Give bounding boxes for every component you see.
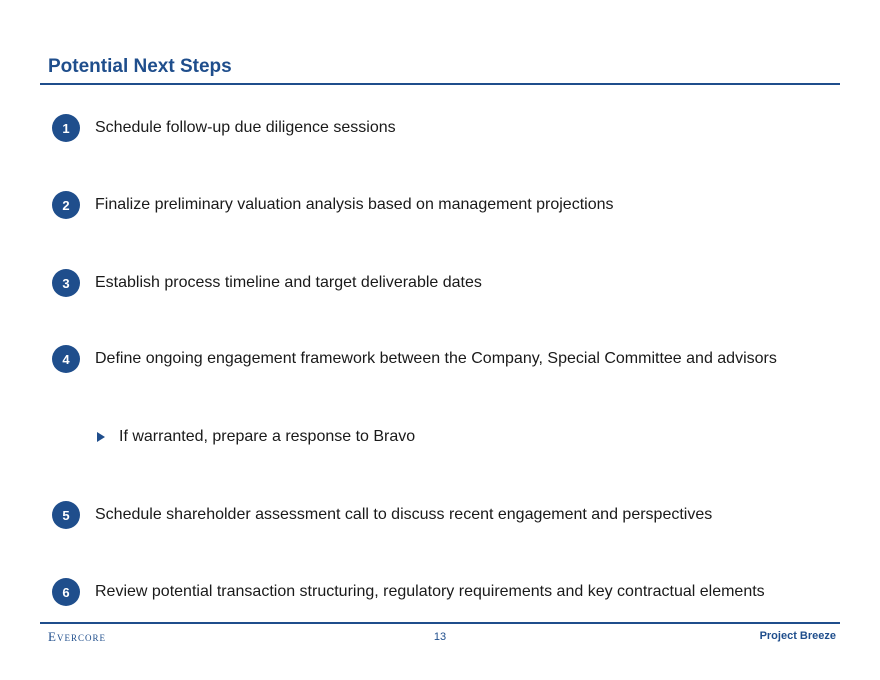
title-divider: [40, 83, 840, 85]
evercore-logo: Evercore: [48, 629, 106, 644]
step-number-badge: 3: [52, 269, 80, 297]
step-text: Finalize preliminary valuation analysis based on management projections: [95, 196, 614, 213]
triangle-bullet-icon: [97, 432, 105, 442]
page-number: 13: [433, 631, 447, 643]
step-6: [52, 577, 765, 607]
step-number-badge: 4: [52, 345, 80, 373]
step-5: [52, 500, 712, 530]
sub-bullet-text: If warranted, prepare a response to Bravo: [119, 428, 416, 445]
step-4: [52, 344, 777, 374]
step-text: Review potential transaction structuring, regulatory requirements and key contractual elements: [95, 583, 765, 600]
sub-bullet: [97, 426, 415, 448]
step-1: [52, 113, 396, 143]
step-number-badge: 5: [52, 501, 80, 529]
step-number-badge: 2: [52, 191, 80, 219]
step-number-badge: 1: [52, 114, 80, 142]
step-text: Establish process timeline and target deliverable dates: [95, 274, 482, 291]
step-number-badge: 6: [52, 578, 80, 606]
step-text: Schedule shareholder assessment call to discuss recent engagement and perspectives: [95, 506, 713, 523]
footer-divider: [40, 622, 840, 624]
page-title: Potential Next Steps: [48, 56, 232, 77]
step-3: [52, 268, 482, 298]
step-text: Schedule follow-up due diligence sessions: [95, 119, 396, 136]
step-2: [52, 190, 614, 220]
project-name: Project Breeze: [759, 630, 836, 642]
step-text: Define ongoing engagement framework between the Company, Special Committee and advisors: [95, 350, 777, 367]
